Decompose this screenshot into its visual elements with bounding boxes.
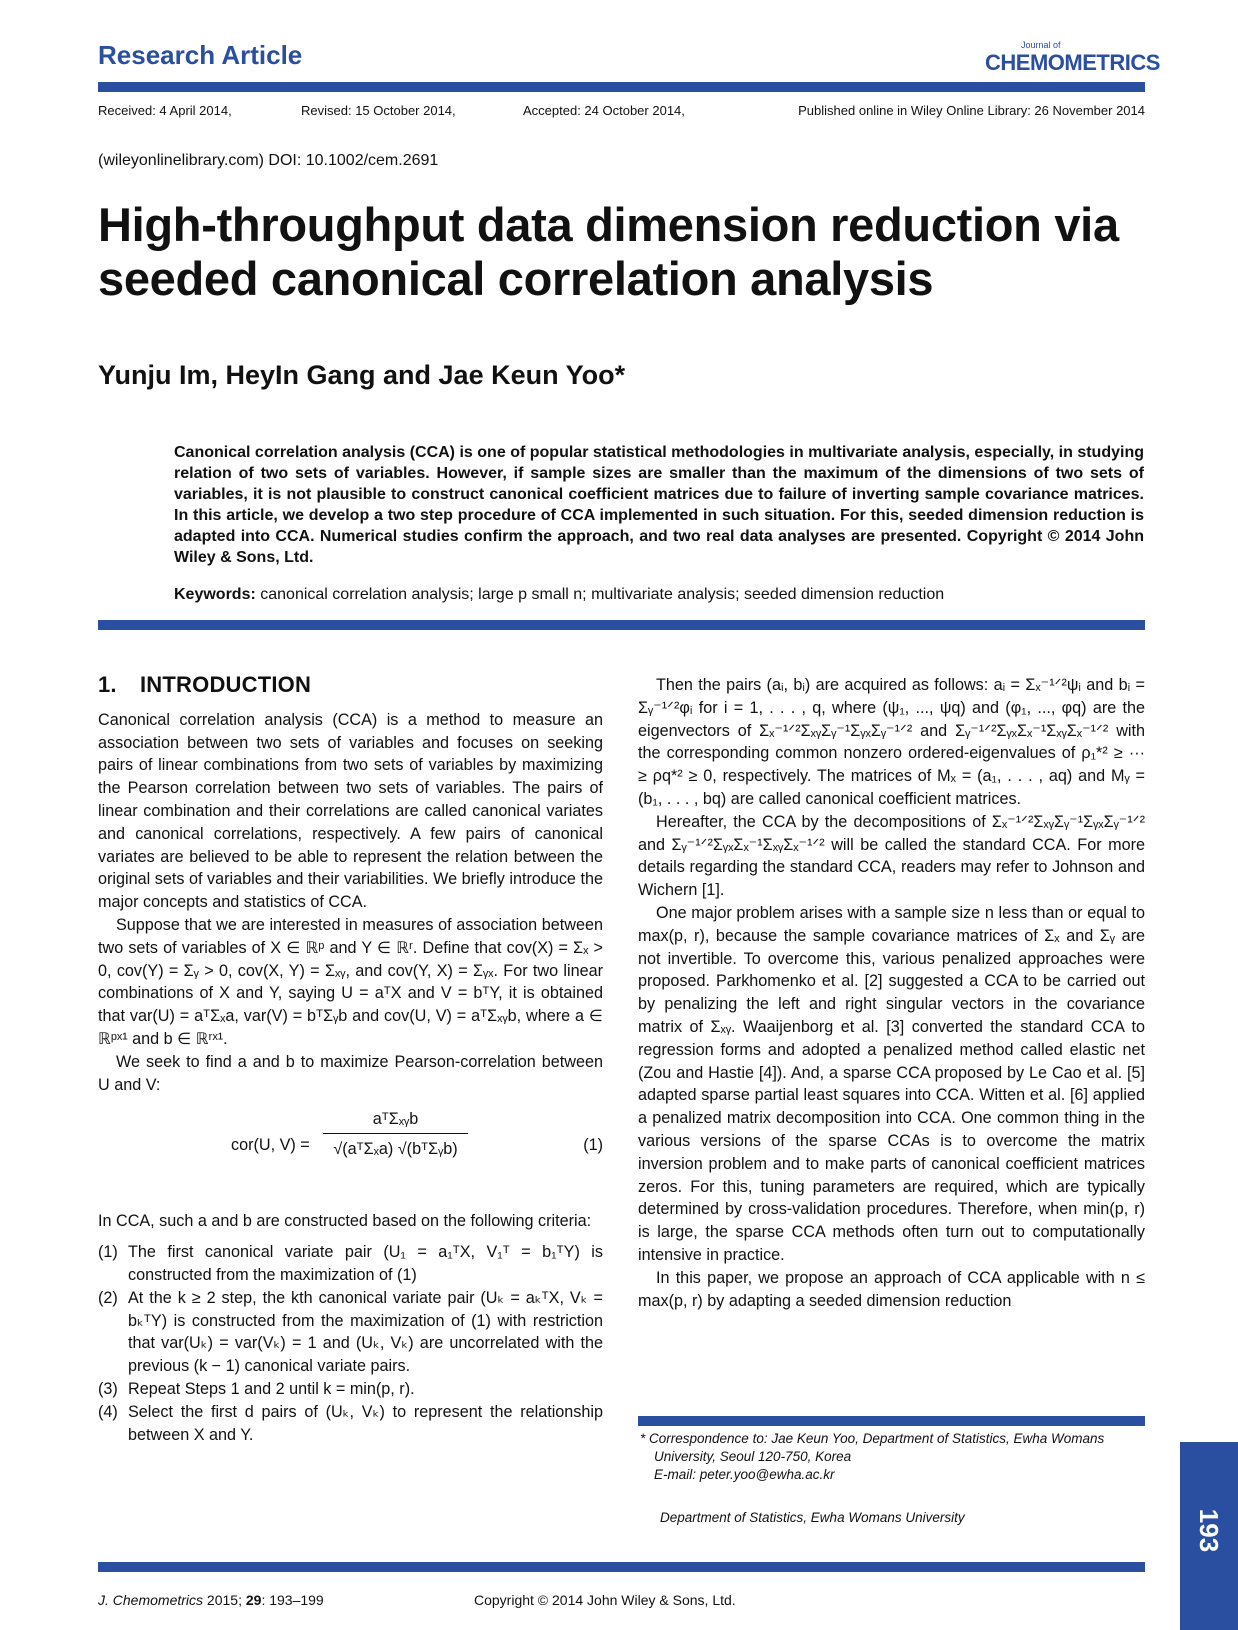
footer-volume: 29 [245, 1592, 262, 1608]
paragraph: Canonical correlation analysis (CCA) is a method to measure an association between two sets of variables and focuses on seeking pairs of linear combinations from two sets of variables by maximizing the Pearson correlation between two sets of variables. The pairs of linear combination and their correlations are called canonical variates and canonical correlations, respectively. A few pairs of canonical variates are believed to be able to represent the relation between the original sets of variables and their variabilities. We briefly introduce the major concepts and statistics of CCA. [98, 710, 603, 912]
article-type-label: Research Article [98, 40, 303, 70]
author-list: Yunju Im, HeyIn Gang and Jae Keun Yoo* [98, 360, 626, 390]
paragraph: One major problem arises with a sample size n less than or equal to max(p, r), because the sample covariance matrices of Σₓ and Σᵧ are not invertible. To overcome this, various penalized approaches were proposed. Parkhomenko et al. [2] suggested a CCA to be carried out by penalizing the left and right singular vectors in the covariance matrix of Σₓᵧ. Waaijenborg et al. [3] converted the standard CCA to regression forms and adopted a penalized method called elastic net (Zou and Hastie [4]). And, a sparse CCA proposed by Le Cao et al. [5] adapted sparse partial least squares into CCA. Witten et al. [6] applied a penalized matrix decomposition into CCA. One common thing in the various versions of the sparse CCAs is to overcome the matrix inversion problem and to make parts of canonical coefficient matrices zeros. For this, tuning parameters are required, which are typically determined by cross-validation procedures. Therefore, when min(p, r) is large, the sparse CCA methods often turn out to computationally intensive in practice. [638, 903, 1145, 1264]
correspondence-footnote [640, 1430, 1145, 1484]
date-accepted: Accepted: 24 October 2014, [523, 103, 685, 118]
equation-fraction [323, 1108, 468, 1161]
paragraph: In CCA, such a and b are constructed based on the following criteria: [98, 1212, 592, 1231]
list-item [98, 1378, 603, 1401]
section-number: 1. [98, 672, 117, 697]
page-number-text: 193 [1194, 1508, 1225, 1552]
list-item-text: The first canonical variate pair (U₁ = a₁ᵀX, V₁ᵀ = b₁ᵀY) is constructed from the maximization of (1) [128, 1243, 603, 1284]
doi-line: (wileyonlinelibrary.com) DOI: 10.1002/cem.2691 [98, 152, 439, 169]
date-received: Received: 4 April 2014, [98, 103, 232, 118]
keywords-text: canonical correlation analysis; large p small n; multivariate analysis; seeded dimension reduction [255, 586, 945, 603]
paragraph: Hereafter, the CCA by the decompositions of Σₓ⁻¹ᐟ²ΣₓᵧΣᵧ⁻¹ΣᵧₓΣᵧ⁻¹ᐟ² and Σᵧ⁻¹ᐟ²ΣᵧₓΣₓ⁻¹ΣₓᵧΣₓ⁻¹ᐟ² will be called the standard CCA. For more details regarding the standard CCA, readers may refer to Johnson and Wichern [1]. [638, 812, 1145, 900]
paragraph: We seek to find a and b to maximize Pearson-correlation between U and V: [98, 1052, 603, 1094]
list-item-text: Select the first d pairs of (Uₖ, Vₖ) to represent the relationship between X and Y. [128, 1402, 603, 1444]
footer-year: 2015; [203, 1592, 246, 1608]
list-item-text: At the k ≥ 2 step, the kth canonical variate pair (Uₖ = aₖᵀX, Vₖ = bₖᵀY) is constructed from the maximization of (1) with restriction that var(Uₖ) = var(Vₖ) = 1 and (Uₖ, Vₖ) are uncorrelated with the previous (k − 1) canonical variate pairs. [128, 1288, 603, 1376]
paragraph: Then the pairs (aᵢ, bᵢ) are acquired as follows: aᵢ = Σₓ⁻¹ᐟ²ψᵢ and bᵢ = Σᵧ⁻¹ᐟ²φᵢ for i = 1, . . . , q, where (ψ₁, ..., ψq) and (φ₁, ..., φq) are the eigenvectors of Σₓ⁻¹ᐟ²ΣₓᵧΣᵧ⁻¹ΣᵧₓΣᵧ⁻¹ᐟ² and Σᵧ⁻¹ᐟ²ΣᵧₓΣₓ⁻¹ΣₓᵧΣₓ⁻¹ᐟ² with the corresponding common nonzero ordered-eigenvalues of ρ₁*² ≥ ··· ≥ ρq*² ≥ 0, respectively. The matrices of Mₓ = (a₁, . . . , aq) and Mᵧ = (b₁, . . . , bq) are called canonical coefficient matrices. [638, 676, 1145, 808]
abstract-rule [98, 620, 1145, 630]
date-published: Published online in Wiley Online Library: 26 November 2014 [798, 103, 1145, 118]
footer-journal: J. Chemometrics [98, 1592, 204, 1608]
footer-copyright: Copyright © 2014 John Wiley & Sons, Ltd. [474, 1592, 736, 1608]
list-item-number: (2) [98, 1288, 118, 1307]
equation-1 [98, 1108, 603, 1200]
list-item-text: Repeat Steps 1 and 2 until k = min(p, r). [128, 1379, 415, 1398]
paragraph: In this paper, we propose an approach of CCA applicable with n ≤ max(p, r) by adapting a seeded dimension reduction [638, 1268, 1145, 1310]
date-revised: Revised: 15 October 2014, [301, 103, 456, 118]
keywords [174, 586, 1144, 604]
journal-logo-small: Journal of [1021, 40, 1061, 50]
abstract: Canonical correlation analysis (CCA) is one of popular statistical methodologies in multivariate analysis, especially, in studying relation of two sets of variables. However, if sample sizes are smaller than the maximum of the dimensions of two sets of variables, it is not plausible to construct canonical coefficient matrices due to failure of inverting sample covariance matrices. In this article, we develop a two step procedure of CCA implemented in such situation. For this, seeded dimension reduction is adapted into CCA. Numerical studies confirm the approach, and two real data analyses are presented. Copyright © 2014 John Wiley & Sons, Ltd. [174, 444, 1144, 566]
footer-citation [98, 1592, 324, 1608]
equation-number: (1) [583, 1136, 603, 1155]
footnote-line: * Correspondence to: Jae Keun Yoo, Department of Statistics, Ewha Womans [640, 1431, 1105, 1446]
list-item [98, 1401, 603, 1447]
paragraph: Suppose that we are interested in measures of association between two sets of variables of X ∈ ℝᵖ and Y ∈ ℝʳ. Define that cov(X) = Σₓ > 0, cov(Y) = Σᵧ > 0, cov(X, Y) = Σₓᵧ, and cov(Y, X) = Σᵧₓ. For two linear combinations of X and Y, saying U = aᵀX and V = bᵀY, it is obtained that var(U) = aᵀΣₓa, var(V) = bᵀΣᵧb and cov(U, V) = aᵀΣₓᵧb, where a ∈ ℝᵖˣ¹ and b ∈ ℝʳˣ¹. [98, 915, 603, 1048]
right-column [638, 674, 1145, 1312]
section-heading [98, 674, 603, 697]
criteria-list [98, 1241, 603, 1446]
article-title [98, 198, 1158, 306]
title-line-1: High-throughput data dimension reduction via [98, 198, 1119, 251]
footer-rule [98, 1562, 1145, 1572]
keywords-label: Keywords: [174, 586, 256, 603]
footnote-line: University, Seoul 120-750, Korea [654, 1449, 852, 1464]
page-number [1180, 1500, 1238, 1560]
journal-logo-name: CHEMOMETRICS [985, 50, 1160, 75]
list-item [98, 1241, 603, 1287]
article-dates [98, 103, 1145, 118]
list-item-number: (4) [98, 1402, 118, 1421]
list-item-number: (1) [98, 1243, 118, 1262]
affiliation: Department of Statistics, Ewha Womans University [660, 1510, 965, 1525]
list-item-number: (3) [98, 1379, 118, 1398]
title-line-2: seeded canonical correlation analysis [98, 252, 934, 305]
section-title: INTRODUCTION [140, 672, 312, 697]
left-column [98, 674, 603, 1446]
journal-logo [985, 40, 1160, 76]
footnote-email[interactable]: E-mail: peter.yoo@ewha.ac.kr [654, 1467, 835, 1482]
equation-numerator: aᵀΣₓᵧb [323, 1108, 468, 1134]
footnote-rule [638, 1416, 1145, 1426]
list-item [98, 1287, 603, 1378]
footer-pages: : 193–199 [261, 1592, 324, 1608]
equation-lhs: cor(U, V) = [231, 1136, 310, 1155]
header-rule [98, 82, 1145, 92]
equation-denominator: √(aᵀΣₓa) √(bᵀΣᵧb) [333, 1140, 458, 1159]
